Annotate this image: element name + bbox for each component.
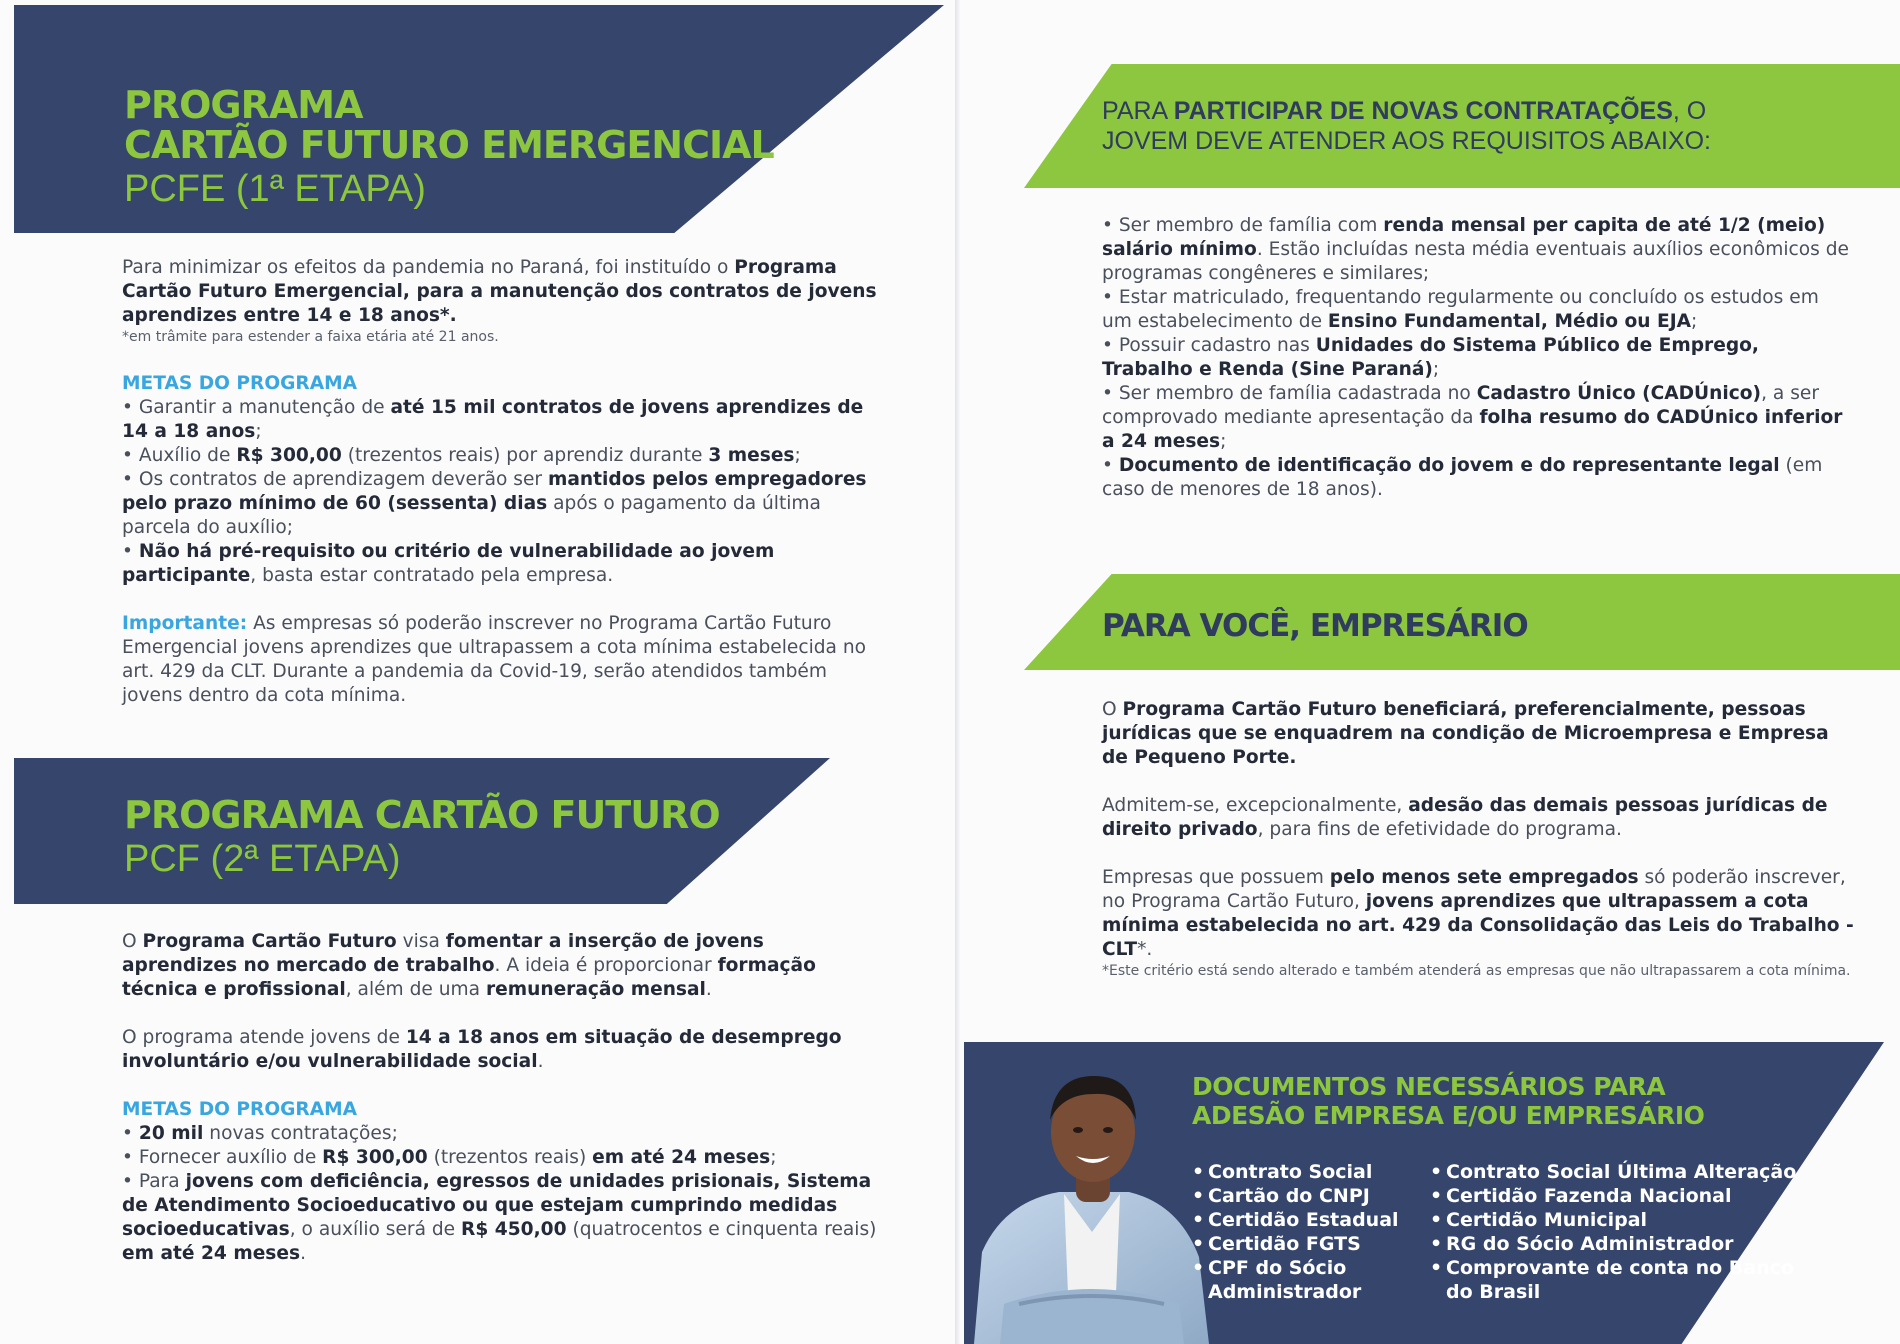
document-item: • RG do Sócio Administrador: [1430, 1232, 1800, 1256]
pcf-meta-3-b: jovens com deficiência, egressos de unidades prisionais, Sistema de Atendimento Socioeducativo ou que estejam cumprindo medidas socioeducativas: [122, 1171, 872, 1240]
empresario-title: PARA VOCÊ, EMPRESÁRIO: [1102, 608, 1528, 644]
requirement-2: [1102, 286, 1852, 334]
right-page: [960, 0, 1900, 1344]
pcfe-importante: [122, 612, 878, 708]
empresario-paragraph-2: [1102, 794, 1860, 842]
pcfe-meta-2-b: R$ 300,00: [236, 445, 342, 466]
pcfe-body: [122, 256, 878, 708]
pcf-meta-2-a: • Fornecer auxílio de: [122, 1147, 323, 1168]
documents-title-line2: ADESÃO EMPRESA E/OU EMPRESÁRIO: [1192, 1101, 1705, 1130]
pcf-p1-g: , além de uma: [345, 979, 486, 1000]
pcfe-metas-label: METAS DO PROGRAMA: [122, 373, 358, 394]
empresario-paragraph-1: [1102, 698, 1860, 770]
requirement-4-b: Cadastro Único (CADÚnico): [1476, 383, 1762, 404]
requirement-2-c: ;: [1691, 311, 1698, 332]
pcf-p1-h: remuneração mensal: [485, 979, 706, 1000]
pcf-p2-b: 14 a 18 anos em situação de desemprego involuntário e/ou vulnerabilidade social: [122, 1027, 842, 1072]
pcf-p1-e: . A ideia é proporcionar: [494, 955, 718, 976]
pcf-meta-1-a: •: [122, 1123, 139, 1144]
pcf-meta-3: [122, 1170, 878, 1266]
documents-list-right: [1430, 1160, 1800, 1304]
pcfe-meta-2-e: ;: [794, 445, 801, 466]
pcfe-meta-4-c: , basta estar contratado pela empresa.: [250, 565, 614, 586]
pcf-meta-3-f: em até 24 meses: [122, 1243, 301, 1264]
pcf-title-line2: PCF (2ª ETAPA): [124, 838, 401, 880]
requirements-title-b: PARTICIPAR DE NOVAS CONTRATAÇÕES: [1173, 97, 1673, 125]
pcf-meta-2: [122, 1146, 878, 1170]
documents-title: [1192, 1074, 1704, 1128]
requirement-3: [1102, 334, 1852, 382]
pcfe-meta-2: [122, 444, 878, 468]
pcf-meta-3-e: (quatrocentos e cinquenta reais): [566, 1219, 877, 1240]
empresario-p3-a: Empresas que possuem: [1102, 867, 1330, 888]
pcf-title: [124, 793, 720, 881]
empresario-p2-c: , para fins de efetividade do programa.: [1257, 819, 1622, 840]
empresario-body: [1102, 698, 1860, 980]
document-item: • Comprovante de conta no Banco do Brasil: [1430, 1256, 1800, 1304]
requirement-4-d: folha resumo do CADÚnico inferior a 24 meses: [1102, 407, 1843, 452]
pcf-title-line1: PROGRAMA CARTÃO FUTURO: [124, 793, 720, 837]
pcfe-meta-3-b: mantidos pelos empregadores pelo prazo mínimo de 60 (sessenta) dias: [122, 469, 867, 514]
pcfe-meta-3-c: após o pagamento da última parcela do auxílio;: [122, 493, 821, 538]
requirement-3-b: Unidades do Sistema Público de Emprego, Trabalho e Renda (Sine Paraná): [1102, 335, 1759, 380]
pcf-meta-2-d: em até 24 meses: [592, 1147, 771, 1168]
requirements-title: [1102, 96, 1711, 156]
pcfe-meta-2-c: (trezentos reais) por aprendiz durante: [341, 445, 709, 466]
pcfe-meta-4-a: •: [122, 541, 139, 562]
requirement-4-c: , a ser comprovado mediante apresentação da: [1102, 383, 1819, 428]
requirement-1-b: renda mensal per capita de até 1/2 (meio) salário mínimo: [1102, 215, 1826, 260]
requirement-4: [1102, 382, 1852, 454]
pcfe-meta-2-d: 3 meses: [708, 445, 795, 466]
pcf-meta-3-d: R$ 450,00: [461, 1219, 567, 1240]
document-item: • Certidão FGTS: [1192, 1232, 1422, 1256]
student-photo: [964, 1042, 1214, 1344]
pcfe-title: [124, 83, 774, 211]
pcf-meta-2-c: (trezentos reais): [427, 1147, 593, 1168]
pcfe-title-line2: CARTÃO FUTURO EMERGENCIAL: [124, 123, 774, 167]
empresario-p3-c: só poderão inscrever, no Programa Cartão Futuro,: [1102, 867, 1846, 912]
document-item: • Certidão Fazenda Nacional: [1430, 1184, 1800, 1208]
pcf-p1-f: formação técnica e profissional: [122, 955, 816, 1000]
empresario-p3-e: *.: [1137, 939, 1153, 960]
pcfe-meta-4: [122, 540, 878, 588]
pcf-p1-c: visa: [396, 931, 446, 952]
requirement-1: [1102, 214, 1852, 286]
document-item: • CPF do Sócio Administrador: [1192, 1256, 1422, 1304]
pcf-meta-1-c: novas contratações;: [203, 1123, 398, 1144]
pcf-meta-2-b: R$ 300,00: [322, 1147, 428, 1168]
requirement-4-e: ;: [1220, 431, 1227, 452]
empresario-p2-a: Admitem-se, excepcionalmente,: [1102, 795, 1409, 816]
empresario-p3-d: jovens aprendizes que ultrapassem a cota mínima estabelecida no art. 429 da Consolidação das Leis do Trabalho - CLT: [1102, 891, 1854, 960]
requirement-5-b: Documento de identificação do jovem e do representante legal: [1118, 455, 1780, 476]
pcf-body: [122, 930, 878, 1266]
pcfe-intro-text: Para minimizar os efeitos da pandemia no Paraná, foi instituído o: [122, 257, 735, 278]
pcf-p2-a: O programa atende jovens de: [122, 1027, 406, 1048]
requirement-5-c: (em caso de menores de 18 anos).: [1102, 455, 1823, 500]
document-item: • Cartão do CNPJ: [1192, 1184, 1422, 1208]
pcfe-footnote: *em trâmite para estender a faixa etária até 21 anos.: [122, 329, 499, 345]
requirement-4-a: • Ser membro de família cadastrada no: [1102, 383, 1477, 404]
pcf-meta-2-e: ;: [770, 1147, 777, 1168]
pcfe-meta-1-a: • Garantir a manutenção de: [122, 397, 391, 418]
pcf-paragraph-2: [122, 1026, 878, 1074]
pcfe-intro-bold: Programa Cartão Futuro Emergencial, para a manutenção dos contratos de jovens aprendizes entre 14 e 18 anos*.: [122, 257, 877, 326]
requirement-1-c: . Estão incluídas nesta média eventuais auxílios econômicos de programas congêneres e similares;: [1102, 239, 1849, 284]
pcfe-importante-text: As empresas só poderão inscrever no Programa Cartão Futuro Emergencial jovens aprendizes que ultrapassem a cota mínima estabelecida no art. 429 da CLT. Durante a pandemia da Covid-19, serão atendidos também jovens dentro da cota mínima.: [122, 613, 867, 706]
pcfe-meta-3-a: • Os contratos de aprendizagem deverão ser: [122, 469, 548, 490]
pcf-metas-label: METAS DO PROGRAMA: [122, 1099, 358, 1120]
pcf-meta-1-b: 20 mil: [138, 1123, 204, 1144]
document-item: • Certidão Estadual: [1192, 1208, 1422, 1232]
requirement-2-a: • Estar matriculado, frequentando regularmente ou concluído os estudos em um estabelecimento de: [1102, 287, 1819, 332]
requirement-3-a: • Possuir cadastro nas: [1102, 335, 1316, 356]
pcfe-meta-4-b: Não há pré-requisito ou critério de vulnerabilidade ao jovem participante: [122, 541, 775, 586]
pcfe-title-line3: PCFE (1ª ETAPA): [124, 168, 426, 210]
pcf-p1-b: Programa Cartão Futuro: [142, 931, 397, 952]
documents-list-left: [1192, 1160, 1422, 1304]
pcf-p1-i: .: [705, 979, 712, 1000]
pcfe-meta-1-b: até 15 mil contratos de jovens aprendizes de 14 a 18 anos: [122, 397, 864, 442]
empresario-footnote: *Este critério está sendo alterado e também atenderá as empresas que não ultrapassarem a cota mínima.: [1102, 963, 1851, 979]
empresario-p3-b: pelo menos sete empregados: [1329, 867, 1639, 888]
pcf-paragraph-1: [122, 930, 878, 1002]
empresario-p1-a: O: [1102, 699, 1123, 720]
empresario-p1-b: Programa Cartão Futuro beneficiará, preferencialmente, pessoas jurídicas que se enquadrem na condição de Microempresa e Empresa de Pequeno Porte.: [1102, 699, 1829, 768]
pcf-meta-3-a: • Para: [122, 1171, 186, 1192]
document-item: • Contrato Social Última Alteração: [1430, 1160, 1800, 1184]
pcfe-importante-label: Importante:: [122, 613, 248, 634]
pcfe-meta-1: [122, 396, 878, 444]
requirements-title-line1: [1102, 96, 1711, 126]
requirements-title-line2: JOVEM DEVE ATENDER AOS REQUISITOS ABAIXO:: [1102, 127, 1711, 155]
requirements-title-a: PARA: [1102, 97, 1174, 125]
pcf-meta-3-c: , o auxílio será de: [289, 1219, 462, 1240]
pcf-meta-3-g: .: [300, 1243, 306, 1264]
requirement-2-b: Ensino Fundamental, Médio ou EJA: [1327, 311, 1691, 332]
empresario-p2-b: adesão das demais pessoas jurídicas de direito privado: [1102, 795, 1828, 840]
pcfe-title-line1: PROGRAMA: [124, 83, 363, 127]
pcfe-intro: [122, 256, 878, 328]
requirement-5: [1102, 454, 1852, 502]
pcf-p1-d: fomentar a inserção de jovens aprendizes no mercado de trabalho: [122, 931, 764, 976]
empresario-paragraph-3: [1102, 866, 1860, 962]
pcf-meta-1: [122, 1122, 878, 1146]
documents-title-line1: DOCUMENTOS NECESSÁRIOS PARA: [1192, 1072, 1666, 1101]
requirements-title-c: , O: [1672, 97, 1707, 125]
requirements-body: [1102, 214, 1852, 502]
document-item: • Contrato Social: [1192, 1160, 1422, 1184]
pcf-p2-c: .: [537, 1051, 544, 1072]
requirement-3-c: ;: [1432, 359, 1440, 380]
pcfe-meta-2-a: • Auxílio de: [122, 445, 237, 466]
pcf-p1-a: O: [122, 931, 143, 952]
requirement-5-a: •: [1102, 455, 1119, 476]
requirement-1-a: • Ser membro de família com: [1102, 215, 1384, 236]
pcfe-meta-3: [122, 468, 878, 540]
document-item: • Certidão Municipal: [1430, 1208, 1800, 1232]
pcfe-meta-1-c: ;: [255, 421, 262, 442]
